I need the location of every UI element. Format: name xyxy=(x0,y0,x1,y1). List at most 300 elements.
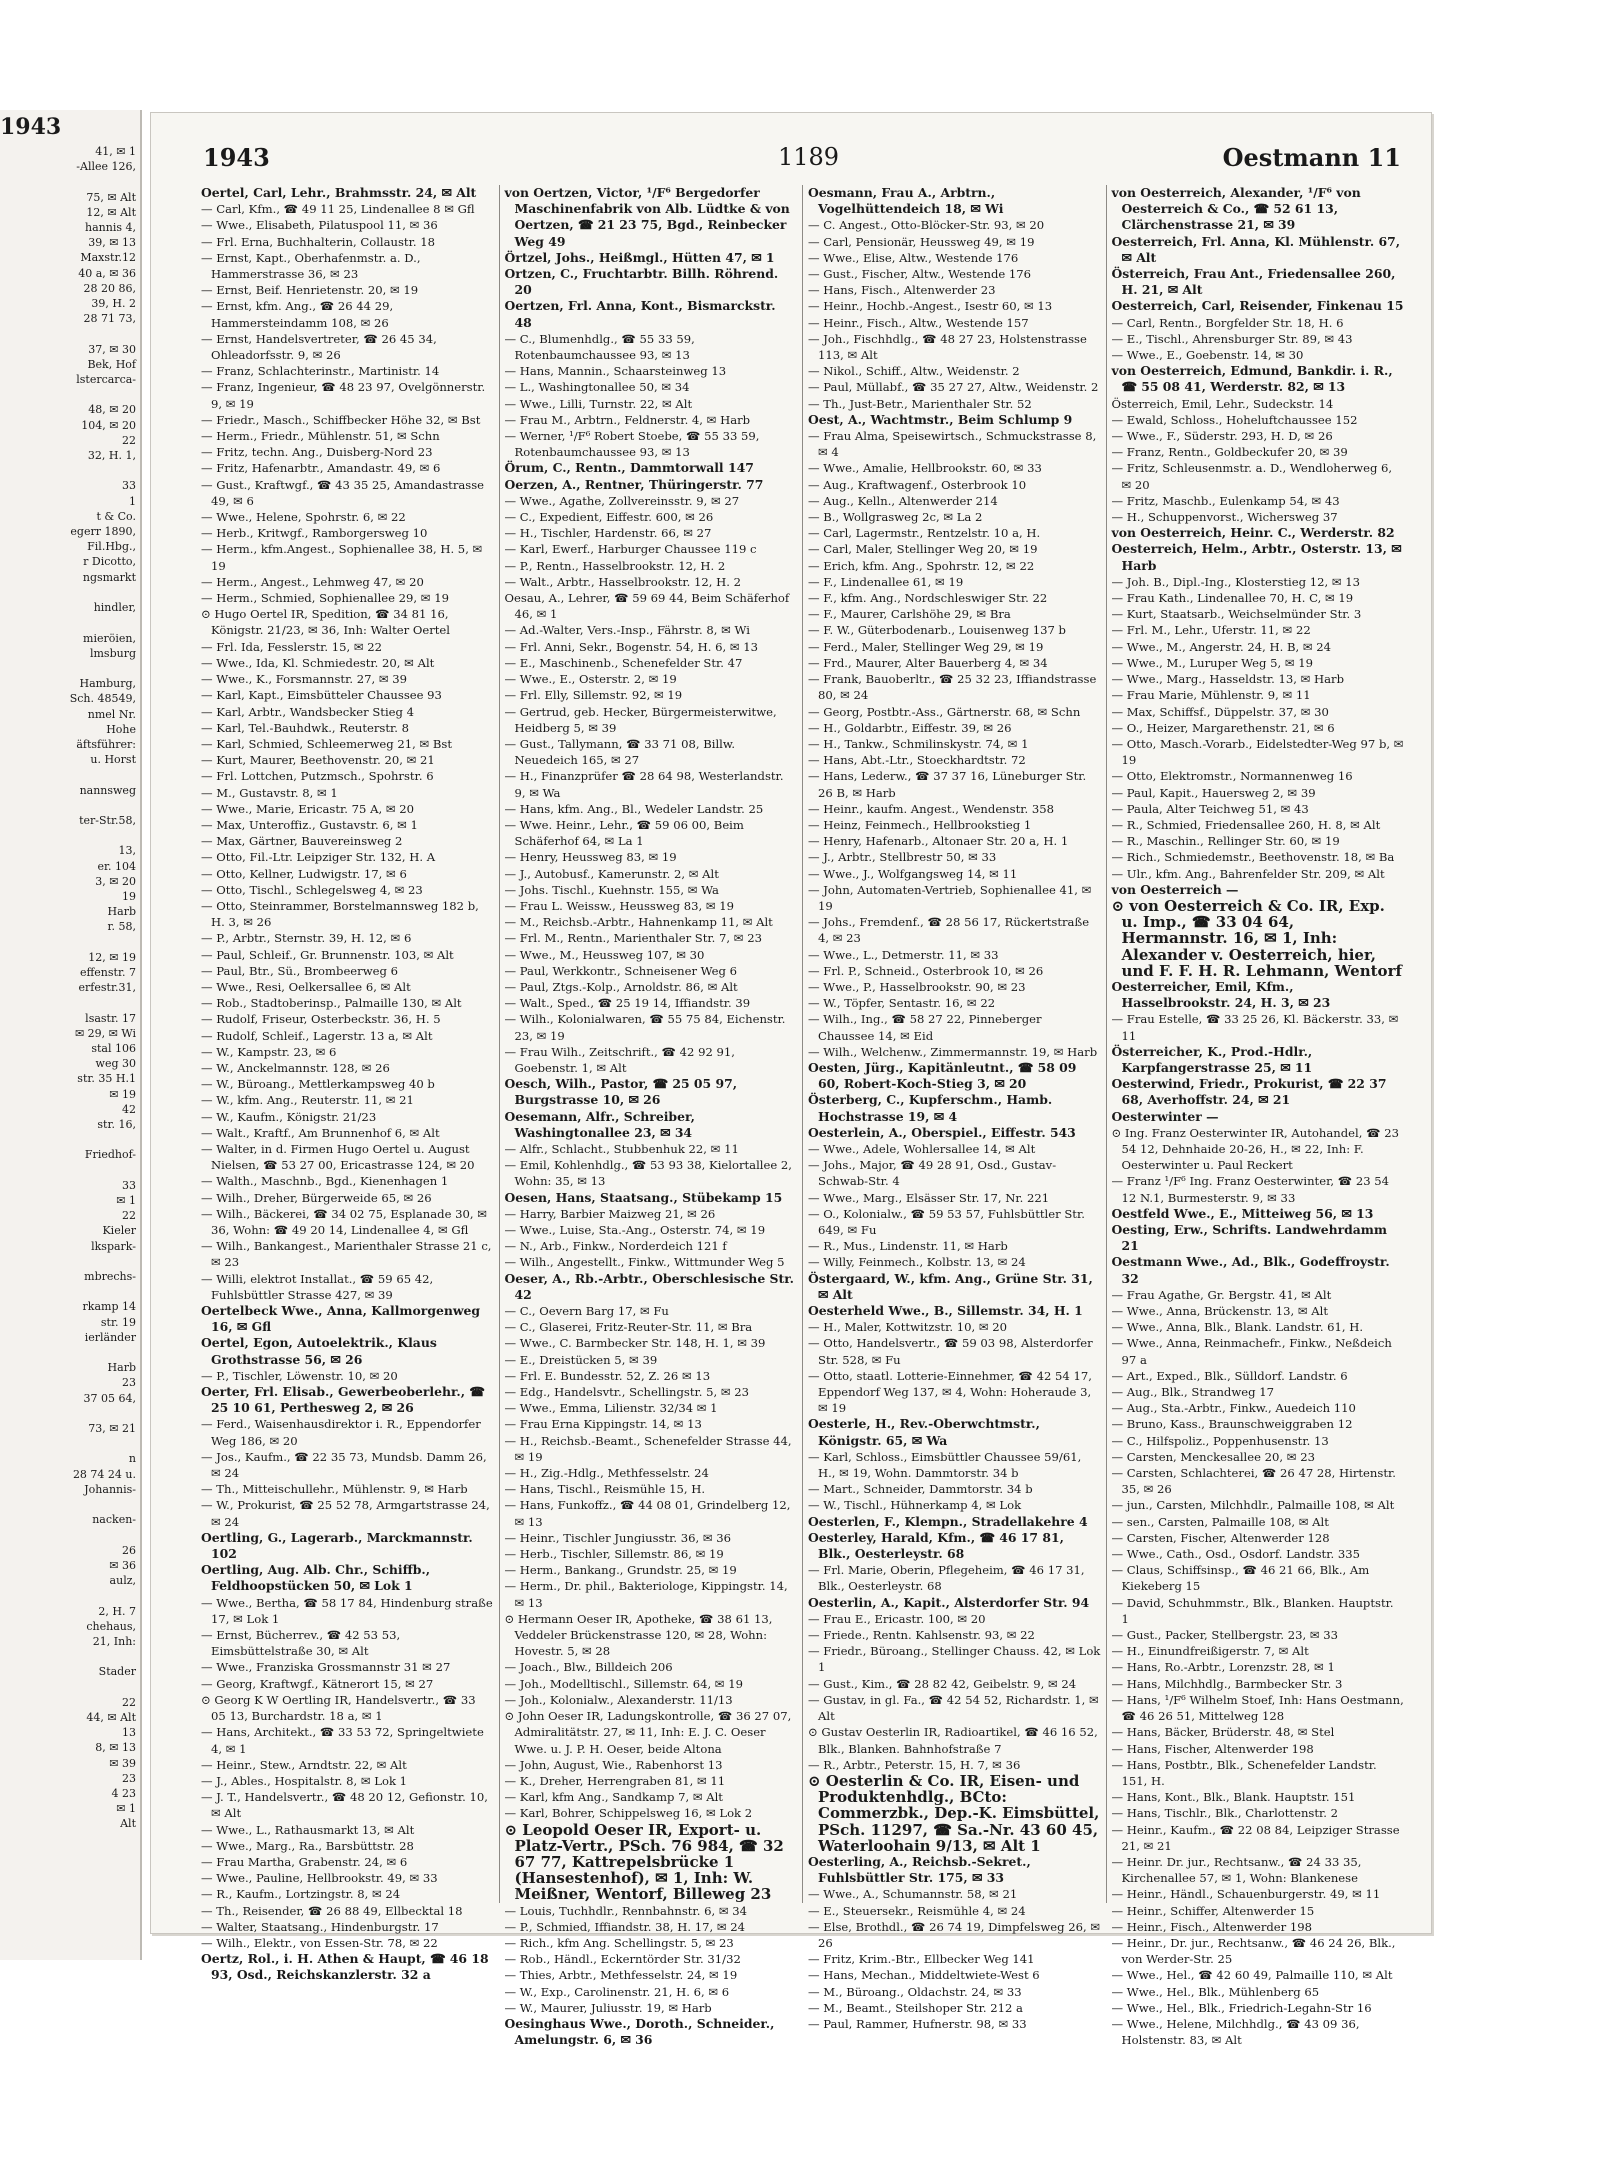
directory-entry: — R., Maschin., Rellinger Str. 60, ✉ 19 xyxy=(1111,834,1340,849)
directory-entry: — Gustav, in gl. Fa., ☎ 42 54 52, Richardstr. 1, ✉ Alt xyxy=(808,1692,1099,1724)
previous-page-line: 4 23 xyxy=(111,1786,136,1800)
directory-entry: — Gust., Packer, Stellbergstr. 23, ✉ 33 xyxy=(1111,1628,1339,1643)
directory-entry: Östergaard, W., kfm. Ang., Grüne Str. 31, ✉ Alt xyxy=(808,1270,1093,1302)
previous-page-line: 3, ✉ 20 xyxy=(95,874,136,888)
directory-entry: — Frl. P., Schneid., Osterbrook 10, ✉ 26 xyxy=(808,963,1044,978)
directory-entry: Oesch, Wilh., Pastor, ☎ 25 05 97, Burgstrasse 10, ✉ 26 xyxy=(504,1076,738,1108)
directory-entry: — Carl, Lagermstr., Rentzelstr. 10 a, H. xyxy=(808,526,1041,541)
directory-entry: — Jos., Kaufm., ☎ 22 35 73, Mundsb. Damm 26, ✉ 24 xyxy=(201,1449,487,1481)
directory-entry: — Heinr., Schiffer, Altenwerder 15 xyxy=(1111,1903,1315,1918)
directory-entry: — Louis, Tuchhdlr., Rennbahnstr. 6, ✉ 34 xyxy=(504,1903,747,1918)
directory-entry: — Carl, Pensionär, Heussweg 49, ✉ 19 xyxy=(808,234,1035,249)
directory-entry: — B., Wollgrasweg 2c, ✉ La 2 xyxy=(808,510,983,525)
directory-entry: — Frau E., Ericastr. 100, ✉ 20 xyxy=(808,1611,986,1626)
directory-entry: von Oesterreich — xyxy=(1111,881,1239,897)
directory-entry: — W., Prokurist, ☎ 25 52 78, Armgartstrasse 24, ✉ 24 xyxy=(201,1498,490,1529)
directory-entry: — Walt., Sped., ☎ 25 19 14, Iffiandstr. 39 xyxy=(504,996,751,1011)
directory-entry: — Paul, Btr., Sü., Brombeerweg 6 xyxy=(201,963,398,978)
directory-entry: Oertelbeck Wwe., Anna, Kallmorgenweg 16, ✉ Gfl xyxy=(201,1303,481,1335)
previous-page-line: 23 xyxy=(122,1771,136,1785)
directory-entry: Oesau, A., Lehrer, ☎ 59 69 44, Beim Schäferhof 46, ✉ 1 xyxy=(504,591,790,622)
directory-entry: — Wilh., Kolonialwaren, ☎ 55 75 84, Eichenstr. 23, ✉ 19 xyxy=(504,1012,786,1043)
directory-entry: — Rich., kfm Ang. Schellingstr. 5, ✉ 23 xyxy=(504,1935,734,1950)
directory-entry: — Franz, Ingenieur, ☎ 48 23 97, Ovelgönnerstr. 9, ✉ 19 xyxy=(201,380,486,411)
directory-entry: — Heinr., Händl., Schauenburgerstr. 49, ✉ 11 xyxy=(1111,1887,1381,1902)
directory-entry: — Hans, Fisch., Altenwerder 23 xyxy=(808,283,996,298)
directory-entry: Oerzen, A., Rentner, Thüringerstr. 77 xyxy=(504,476,764,492)
column-2 xyxy=(499,185,803,2048)
directory-entry: Örtzel, Johs., Heißmgl., Hütten 47, ✉ 1 xyxy=(504,249,775,265)
directory-entry: — Fritz, Schleusenmstr. a. D., Wendloherweg 6, ✉ 20 xyxy=(1111,461,1393,492)
directory-entry: — E., Steuersekr., Reismühle 4, ✉ 24 xyxy=(808,1903,1026,1918)
previous-page-line: 42 xyxy=(122,1102,136,1116)
directory-entry: — Georg, Kraftwgf., Kätnerort 15, ✉ 27 xyxy=(201,1676,434,1691)
directory-entry: — Gust., Kim., ☎ 28 82 42, Geibelstr. 9, ✉ 24 xyxy=(808,1676,1077,1691)
previous-page-line: str. 16, xyxy=(97,1118,136,1131)
directory-entry: — Aug., Blk., Strandweg 17 xyxy=(1111,1385,1274,1400)
previous-page-line: 13, xyxy=(118,844,136,858)
directory-entry: — Karl, Schloss., Eimsbüttler Chaussee 59/61, H., ✉ 19, Wohn. Dammtorstr. 34 b xyxy=(808,1449,1082,1481)
directory-entry: — Wwe., Adele, Wohlersallee 14, ✉ Alt xyxy=(808,1141,1036,1156)
previous-page-line: ✉ 39 xyxy=(109,1756,136,1770)
directory-entry: — Joach., Blw., Billdeich 206 xyxy=(504,1660,673,1675)
directory-entry: — L., Washingtonallee 50, ✉ 34 xyxy=(504,380,690,395)
directory-entry: — Emil, Kohlenhdlg., ☎ 53 93 38, Kielortallee 2, Wohn: 35, ✉ 13 xyxy=(504,1158,792,1189)
previous-page-line xyxy=(0,1163,140,1178)
directory-entry: — N., Arb., Finkw., Norderdeich 121 f xyxy=(504,1239,727,1254)
previous-page-line: weg 30 xyxy=(95,1057,136,1071)
directory-entry: — Wwe., Franziska Grossmannstr 31 ✉ 27 xyxy=(201,1660,451,1675)
directory-entry: — Else, Brothdl., ☎ 26 74 19, Dimpfelsweg 26, ✉ 26 xyxy=(808,1919,1101,1950)
previous-page-line xyxy=(0,1436,140,1451)
directory-entry: — H., Maler, Kottwitzstr. 10, ✉ 20 xyxy=(808,1320,1008,1335)
previous-page-line: Bek, Hof xyxy=(87,357,136,371)
directory-entry: Oesterreicher, Emil, Kfm., Hasselbrookstr. 24, H. 3, ✉ 23 xyxy=(1111,978,1331,1011)
directory-entry: — Frd., Maurer, Alter Bauerberg 4, ✉ 34 xyxy=(808,655,1048,670)
directory-entry: — Hans, Abt.-Ltr., Stoeckhardtstr. 72 xyxy=(808,753,1026,768)
directory-entry: — O., Kolonialw., ☎ 59 53 57, Fuhlsbüttler Str. 649, ✉ Fu xyxy=(808,1206,1085,1237)
previous-page-line: str. 35 H.1 xyxy=(77,1072,136,1086)
directory-entry: — W., Maurer, Juliusstr. 19, ✉ Harb xyxy=(504,2000,712,2015)
directory-entry: — Wwe., J., Wolfgangsweg 14, ✉ 11 xyxy=(808,866,1018,881)
directory-entry: — Harry, Barbier Maizweg 21, ✉ 26 xyxy=(504,1206,716,1221)
previous-page-line: Sch. 48549, xyxy=(69,692,136,706)
previous-page-line: hindler, xyxy=(93,601,136,615)
directory-entry: — E., Tischl., Ahrensburger Str. 89, ✉ 43 xyxy=(1111,331,1353,346)
directory-entry: — Herb., Tischler, Sillemstr. 86, ✉ 19 xyxy=(504,1547,724,1562)
directory-entry: Oest, A., Wachtmstr., Beim Schlump 9 xyxy=(808,411,1073,427)
directory-entry: — Wwe., Anna, Reinmachefr., Finkw., Neßdeich 97 a xyxy=(1111,1336,1392,1367)
directory-entry: von Oesterreich, Edmund, Bankdir. i. R., ☎ 55 08 41, Werderstr. 82, ✉ 13 xyxy=(1111,363,1393,395)
previous-page-line xyxy=(0,1345,140,1360)
directory-entry: — Wwe., Luise, Sta.-Ang., Osterstr. 74, ✉ 19 xyxy=(504,1223,766,1237)
directory-entry: — Frl. Erna, Buchhalterin, Collaustr. 18 xyxy=(201,234,435,249)
directory-entry: — Karl, Bohrer, Schippelsweg 16, ✉ Lok 2 xyxy=(504,1806,753,1821)
directory-entry: — sen., Carsten, Palmaille 108, ✉ Alt xyxy=(1111,1514,1329,1529)
directory-entry: — Ernst, kfm. Ang., ☎ 26 44 29, Hammersteindamm 108, ✉ 26 xyxy=(201,299,394,330)
directory-entry: — Hans, Tischlr., Blk., Charlottenstr. 2 xyxy=(1111,1806,1339,1821)
directory-entry: — P., Rentn., Hasselbrookstr. 12, H. 2 xyxy=(504,558,726,573)
directory-entry: — W., Kaufm., Königstr. 21/23 xyxy=(201,1109,377,1124)
directory-entry: Oeser, A., Rb.-Arbtr., Oberschlesische Str. 42 xyxy=(504,1270,794,1302)
directory-entry: — Frau Estelle, ☎ 33 25 26, Kl. Bäckerstr. 33, ✉ 11 xyxy=(1111,1012,1399,1043)
previous-page-line: rkamp 14 xyxy=(82,1300,136,1314)
directory-entry: — Paul, Ztgs.-Kolp., Arnoldstr. 86, ✉ Alt xyxy=(504,979,738,994)
directory-entry: — Wwe., Elise, Altw., Westende 176 xyxy=(808,250,1019,265)
directory-entry: — R., Mus., Lindenstr. 11, ✉ Harb xyxy=(808,1239,1008,1254)
previous-page-line: 40 a, ✉ 36 xyxy=(78,266,136,280)
previous-page-line: u. Horst xyxy=(90,753,136,767)
previous-page-line xyxy=(0,615,140,630)
directory-entry: Oertel, Carl, Lehr., Brahmsstr. 24, ✉ Alt xyxy=(201,185,477,200)
directory-entry: Oestmann Wwe., Ad., Blk., Godeffroystr. 32 xyxy=(1111,1254,1390,1286)
directory-entry: — Frau Agathe, Gr. Bergstr. 41, ✉ Alt xyxy=(1111,1287,1332,1302)
directory-entry: — Kurt, Staatsarb., Weichselmünder Str. 3 xyxy=(1111,607,1362,622)
directory-entry: — Henry, Heussweg 83, ✉ 19 xyxy=(504,850,677,865)
directory-entry: — Wwe., Hel., Blk., Mühlenberg 65 xyxy=(1111,1984,1320,1999)
directory-entry: Oesterwind, Friedr., Prokurist, ☎ 22 37 68, Averhoffstr. 24, ✉ 21 xyxy=(1111,1076,1387,1108)
previous-page-line xyxy=(0,1527,140,1542)
directory-entry: — Wwe., M., Angerstr. 24, H. B, ✉ 24 xyxy=(1111,639,1332,654)
directory-entry: — O., Heizer, Margarethenstr. 21, ✉ 6 xyxy=(1111,720,1335,735)
directory-entry: von Oesterreich, Alexander, ¹/F⁶ von Oesterreich & Co., ☎ 52 61 13, Clärchenstrasse 21, ✉ 39 xyxy=(1111,185,1361,233)
directory-entry: — R., Schmied, Friedensallee 260, H. 8, ✉ Alt xyxy=(1111,817,1381,832)
directory-entry: Oesinghaus Wwe., Doroth., Schneider., Amelungstr. 6, ✉ 36 xyxy=(504,2015,775,2048)
directory-entry: Oesterlein, A., Oberspiel., Eiffestr. 543 xyxy=(808,1124,1076,1140)
previous-page-line: 8, ✉ 13 xyxy=(95,1741,136,1755)
directory-entry: — H., Finanzprüfer ☎ 28 64 98, Westerlandstr. 9, ✉ Wa xyxy=(504,769,784,800)
directory-entry: ⊙ Ing. Franz Oesterwinter IR, Autohandel, ☎ 23 54 12, Dehnhaide 20-26, H., ✉ 22, Inh: F. Oesterwinter u. Paul Reckert xyxy=(1111,1125,1399,1173)
directory-entry: — Otto, Tischl., Schlegelsweg 4, ✉ 23 xyxy=(201,882,423,897)
directory-entry: — C., Expedient, Eiffestr. 600, ✉ 26 xyxy=(504,510,714,525)
directory-entry: — Joh. B., Dipl.-Ing., Klosterstieg 12, ✉ 13 xyxy=(1111,574,1361,589)
directory-entry: Oesen, Hans, Staatsang., Stübekamp 15 xyxy=(504,1189,783,1205)
directory-entry: — Aug., Kelln., Altenwerder 214 xyxy=(808,493,998,508)
directory-entry: — Mart., Schneider, Dammtorstr. 34 b xyxy=(808,1482,1033,1497)
previous-page-line: ✉ 1 xyxy=(116,1802,136,1816)
directory-entry: — David, Schuhmmstr., Blk., Blanken. Hauptstr. 1 xyxy=(1111,1595,1394,1626)
directory-entry: — Wwe., Ida, Kl. Schmiedestr. 20, ✉ Alt xyxy=(201,655,435,670)
page-header xyxy=(203,143,1401,173)
previous-page-line: Stader xyxy=(98,1665,136,1679)
directory-entry: Örum, C., Rentn., Dammtorwall 147 xyxy=(504,460,754,476)
directory-entry: — Hans, Ro.-Arbtr., Lorenzstr. 28, ✉ 1 xyxy=(1111,1660,1335,1675)
directory-entry: — Ernst, Kapt., Oberhafenmstr. a. D., Hammerstrasse 36, ✉ 23 xyxy=(201,250,421,282)
previous-page-line xyxy=(0,828,140,843)
directory-entry: — Aug., Kraftwagenf., Osterbrook 10 xyxy=(808,477,1027,492)
previous-page-line: 73, ✉ 21 xyxy=(88,1422,136,1436)
directory-entry: — Wwe., P., Hasselbrookstr. 90, ✉ 23 xyxy=(808,979,1026,994)
previous-page-line xyxy=(0,1497,140,1512)
directory-entry: — Frau Alma, Speisewirtsch., Schmuckstrasse 8, ✉ 4 xyxy=(808,429,1097,460)
directory-entry: — Herm., Bankang., Grundstr. 25, ✉ 19 xyxy=(504,1563,737,1578)
directory-entry: — H., Reichsb.-Beamt., Schenefelder Strasse 44, ✉ 19 xyxy=(504,1433,792,1464)
directory-entry: — W., Anckelmannstr. 128, ✉ 26 xyxy=(201,1060,390,1075)
directory-entry: — Frau M., Arbtrn., Feldnerstr. 4, ✉ Harb xyxy=(504,412,751,427)
previous-page-line: lsastr. 17 xyxy=(85,1011,136,1025)
directory-entry: Österberg, C., Kupferschm., Hamb. Hochstrasse 19, ✉ 4 xyxy=(808,1092,1053,1124)
directory-entry: Oertel, Egon, Autoelektrik., Klaus Grothstrasse 56, ✉ 26 xyxy=(201,1335,437,1367)
directory-entry: Österreich, Emil, Lehr., Sudeckstr. 14 xyxy=(1111,396,1334,411)
directory-entry: — Hans, Tischl., Reismühle 15, H. xyxy=(504,1482,706,1497)
directory-entry: — Paula, Alter Teichweg 51, ✉ 43 xyxy=(1111,801,1309,816)
directory-entry: ⊙ John Oeser IR, Ladungskontrolle, ☎ 36 27 07, Admiralitätstr. 27, ✉ 11, Inh: E. J. C. Oeser Wwe. u. J. P. H. Oeser, beide Altona xyxy=(504,1709,792,1756)
previous-page-lines xyxy=(0,144,140,1832)
previous-page-line: 33 xyxy=(122,1178,136,1192)
previous-page-line: lkspark- xyxy=(91,1239,136,1253)
directory-entry: — E., Maschinenb., Schenefelder Str. 47 xyxy=(504,655,743,670)
directory-entry: — Gertrud, geb. Hecker, Bürgermeisterwitwe, Heidberg 5, ✉ 39 xyxy=(504,704,777,735)
directory-entry: ⊙ Gustav Oesterlin IR, Radioartikel, ☎ 46 16 52, Blk., Blanken. Bahnhofstraße 7 xyxy=(808,1725,1098,1756)
directory-entry: — Paul, Müllabf., ☎ 35 27 27, Altw., Weidenstr. 2 xyxy=(808,380,1099,395)
directory-entry: — Otto, Handelsvertr., ☎ 59 03 98, Alsterdorfer Str. 528, ✉ Fu xyxy=(808,1336,1093,1367)
previous-page-line: Friedhof- xyxy=(84,1148,136,1162)
directory-entry: ⊙ Hermann Oeser IR, Apotheke, ☎ 38 61 13, Veddeler Brückenstrasse 120, ✉ 28, Wohn: Hovestr. 5, ✉ 28 xyxy=(504,1611,773,1659)
directory-entry: — Karl, Schmied, Schleemerweg 21, ✉ Bst xyxy=(201,736,453,751)
directory-entry: — Frl. Anni, Sekr., Bogenstr. 54, H. 6, ✉ 13 xyxy=(504,639,758,654)
directory-entry: — Paul, Kapit., Hauersweg 2, ✉ 39 xyxy=(1111,785,1316,800)
directory-entry: Oertling, Aug. Alb. Chr., Schiffb., Feldhoopstücken 50, ✉ Lok 1 xyxy=(201,1562,431,1594)
directory-entry: — Heinr., Kaufm., ☎ 22 08 84, Leipziger Strasse 21, ✉ 21 xyxy=(1111,1822,1400,1853)
previous-page-line: 39, ✉ 13 xyxy=(88,236,136,250)
directory-entry: Oesterreich, Frl. Anna, Kl. Mühlenstr. 67, ✉ Alt xyxy=(1111,233,1401,265)
directory-entry: Oertzen, Frl. Anna, Kont., Bismarckstr. 48 xyxy=(504,298,776,330)
directory-entry: — F., Maurer, Carlshöhe 29, ✉ Bra xyxy=(808,607,1011,622)
column-4 xyxy=(1106,185,1410,2048)
previous-page-line: ✉ 19 xyxy=(109,1087,136,1101)
directory-entry: — W., kfm. Ang., Reuterstr. 11, ✉ 21 xyxy=(201,1093,414,1108)
previous-page-line: 44, ✉ Alt xyxy=(86,1710,136,1724)
directory-entry: — Friede., Rentn. Kahlsenstr. 93, ✉ 22 xyxy=(808,1628,1035,1643)
column-1 xyxy=(201,185,499,1983)
directory-entry: — C., Glaserei, Fritz-Reuter-Str. 11, ✉ Bra xyxy=(504,1320,753,1335)
previous-page-line: 28 71 73, xyxy=(83,312,136,326)
directory-entry: — P., Arbtr., Sternstr. 39, H. 12, ✉ 6 xyxy=(201,931,412,946)
directory-entry: — J., Autobusf., Kamerunstr. 2, ✉ Alt xyxy=(504,866,719,881)
directory-entry: — Hans, Funkoffz., ☎ 44 08 01, Grindelberg 12, ✉ 13 xyxy=(504,1498,791,1529)
previous-page-line: 23 xyxy=(122,1376,136,1390)
directory-entry: — Frau Martha, Grabenstr. 24, ✉ 6 xyxy=(201,1854,408,1869)
directory-entry: — H., Goldarbtr., Eiffestr. 39, ✉ 26 xyxy=(808,720,1012,735)
directory-entry: — Karl, Tel.-Bauhdwk., Reuterstr. 8 xyxy=(201,720,410,735)
previous-page-line: Harb xyxy=(107,905,136,919)
directory-entry: — Fritz, techn. Ang., Duisberg-Nord 23 xyxy=(201,445,433,460)
previous-page-line xyxy=(0,585,140,600)
directory-entry: — Wwe., Marie, Ericastr. 75 A, ✉ 20 xyxy=(201,801,415,816)
previous-page-line: Johannis- xyxy=(84,1482,136,1496)
previous-page-line: lstercarca- xyxy=(76,373,136,387)
directory-entry: — Paul, Rammer, Hufnerstr. 98, ✉ 33 xyxy=(808,2016,1027,2031)
previous-page-line: nacken- xyxy=(92,1513,136,1527)
directory-entry: — Gust., Tallymann, ☎ 33 71 08, Billw. Neuedeich 165, ✉ 27 xyxy=(504,736,736,768)
previous-page-line: ✉ 1 xyxy=(116,1194,136,1208)
directory-entry: — C., Oevern Barg 17, ✉ Fu xyxy=(504,1304,669,1319)
directory-entry: — Johs., Major, ☎ 49 28 91, Osd., Gustav-Schwab-Str. 4 xyxy=(808,1158,1057,1189)
directory-entry: Oesterreich, Helm., Arbtr., Osterstr. 13, ✉ Harb xyxy=(1111,541,1402,573)
previous-page-line: 1 xyxy=(129,494,136,508)
directory-entry: — Wwe., Hel., ☎ 42 60 49, Palmaille 110, ✉ Alt xyxy=(1111,1968,1393,1983)
directory-entry: — Wwe., Helene, Spohrstr. 6, ✉ 22 xyxy=(201,510,406,525)
directory-entry: — H., Tischler, Hardenstr. 66, ✉ 27 xyxy=(504,526,712,541)
directory-entry: — Heinr., Stew., Arndtstr. 22, ✉ Alt xyxy=(201,1757,407,1772)
previous-page-line xyxy=(0,174,140,189)
directory-entry: — Th., Reisender, ☎ 26 88 49, Ellbecktal 18 xyxy=(201,1903,463,1918)
directory-entry: — Wwe., Marg., Elsässer Str. 17, Nr. 221 xyxy=(808,1190,1050,1205)
directory-entry: — Franz, Schlachterinstr., Martinistr. 14 xyxy=(201,364,440,379)
directory-entry: — Heinr., kaufm. Angest., Wendenstr. 358 xyxy=(808,801,1055,816)
directory-entry: — Max, Unteroffiz., Gustavstr. 6, ✉ 1 xyxy=(201,817,418,832)
previous-page-line xyxy=(0,1284,140,1299)
previous-page-header: 1943 xyxy=(0,114,62,140)
directory-entry: — M., Reichsb.-Arbtr., Hahnenkamp 11, ✉ Alt xyxy=(504,915,773,930)
directory-entry: — Herm., Schmied, Sophienallee 29, ✉ 19 xyxy=(201,591,449,606)
header-page-number: 1189 xyxy=(778,143,840,171)
directory-entry: — Max, Schiffsf., Düppelstr. 37, ✉ 30 xyxy=(1111,704,1329,719)
directory-entry: — Wwe., Hel., Blk., Friedrich-Legahn-Str 16 xyxy=(1111,2000,1372,2015)
directory-entry: — Hans, Fischer, Altenwerder 198 xyxy=(1111,1741,1314,1756)
directory-entry: — Joh., Kolonialw., Alexanderstr. 11/13 xyxy=(504,1692,733,1707)
previous-page-line: 22 xyxy=(122,1695,136,1709)
directory-entry: — Fritz, Maschb., Eulenkamp 54, ✉ 43 xyxy=(1111,493,1340,508)
directory-entry: — Hans, Milchhdlg., Barmbecker Str. 3 xyxy=(1111,1676,1343,1691)
previous-page-line: lmsburg xyxy=(89,646,136,660)
directory-entry: — C., Blumenhdlg., ☎ 55 33 59, Rotenbaumchaussee 93, ✉ 13 xyxy=(504,331,695,363)
directory-entry: — Hans, Lederw., ☎ 37 37 16, Lüneburger Str. 26 B, ✉ Harb xyxy=(808,769,1087,800)
directory-entry: — Fritz, Krim.-Btr., Ellbecker Weg 141 xyxy=(808,1952,1035,1967)
directory-entry: Oesemann, Alfr., Schreiber, Washingtonallee 23, ✉ 34 xyxy=(504,1108,695,1140)
directory-entry: — Gust., Kraftwgf., ☎ 43 35 25, Amandastrasse 49, ✉ 6 xyxy=(201,477,485,508)
directory-entry: — Paul, Schleif., Gr. Brunnenstr. 103, ✉ Alt xyxy=(201,947,454,962)
previous-page-line: 12, ✉ Alt xyxy=(86,205,136,219)
directory-entry: — Wwe., L., Detmerstr. 11, ✉ 33 xyxy=(808,947,999,962)
directory-entry: — Walth., Maschnb., Bgd., Kienenhagen 1 xyxy=(201,1174,449,1189)
directory-entry: — Joh., Fischhdlg., ☎ 48 27 23, Holstenstrasse 113, ✉ Alt xyxy=(808,331,1087,363)
directory-entry: — F. W., Güterbodenarb., Louisenweg 137 b xyxy=(808,623,1066,638)
directory-entry: — Otto, Steinrammer, Borstelmannsweg 182 b, H. 3, ✉ 26 xyxy=(201,898,479,930)
directory-entry: Oesting, Erw., Schrifts. Landwehrdamm 21 xyxy=(1111,1222,1388,1254)
directory-entry: — Hans, kfm. Ang., Bl., Wedeler Landstr. 25 xyxy=(504,801,764,816)
directory-entry: — H., Zig.-Hdlg., Methfesselstr. 24 xyxy=(504,1466,709,1481)
directory-entry: — W., Exp., Carolinenstr. 21, H. 6, ✉ 6 xyxy=(504,1984,730,1999)
directory-entry: — Joh., Modelltischl., Sillemstr. 64, ✉ 19 xyxy=(504,1676,743,1691)
previous-page-line: äftsführer: xyxy=(76,737,136,751)
previous-page-line: 75, ✉ Alt xyxy=(86,190,136,204)
directory-entry: — Carsten, Menckesallee 20, ✉ 23 xyxy=(1111,1449,1315,1464)
previous-page-line: 39, H. 2 xyxy=(91,297,136,311)
previous-page-line: t & Co. xyxy=(96,509,136,523)
directory-entry: — Otto, Fil.-Ltr. Leipziger Str. 132, H. A xyxy=(201,850,436,865)
directory-entry: — Hans, Postbtr., Blk., Schenefelder Landstr. 151, H. xyxy=(1111,1757,1377,1788)
directory-entry: ⊙ Oesterlin & Co. IR, Eisen- und Produktenhdlg., BCto: Commerzbk., Dep.-K. Eimsbüttel, PSch. 11297, ☎ Sa.-Nr. 43 60 45, Waterloohain 9/13, ✉ Alt 1 xyxy=(808,1771,1100,1855)
directory-entry: — Carl, Maler, Stellinger Weg 20, ✉ 19 xyxy=(808,542,1038,557)
directory-entry: — Friedr., Büroang., Stellinger Chauss. 42, ✉ Lok 1 xyxy=(808,1644,1101,1675)
previous-page-line: 33 xyxy=(122,479,136,493)
previous-page-line: ✉ 29, ✉ Wi xyxy=(74,1026,136,1040)
previous-page-line xyxy=(0,995,140,1010)
directory-entry: — Rudolf, Friseur, Osterbeckstr. 36, H. 5 xyxy=(201,1012,441,1027)
directory-entry: — Wilh., Welchenw., Zimmermannstr. 19, ✉ Harb xyxy=(808,1044,1098,1059)
directory-entry: — Ewald, Schloss., Hoheluftchaussee 152 xyxy=(1111,412,1358,427)
directory-entry: — F., kfm. Ang., Nordschleswiger Str. 22 xyxy=(808,591,1048,606)
directory-entry: — Ernst, Handelsvertreter, ☎ 26 45 34, Ohleadorfsstr. 9, ✉ 26 xyxy=(201,331,437,363)
directory-entry: — Karl, Ewerf., Harburger Chaussee 119 c xyxy=(504,542,757,557)
directory-entry: Oesterwinter — xyxy=(1111,1108,1219,1124)
directory-entry: — Wwe., Bertha, ☎ 58 17 84, Hindenburg straße 17, ✉ Lok 1 xyxy=(201,1595,493,1626)
directory-entry: Oesterlen, F., Klempn., Stradellakehre 4 xyxy=(808,1513,1088,1529)
previous-page-line: 37 05 64, xyxy=(83,1391,136,1405)
directory-entry: — Bruno, Kass., Braunschweiggraben 12 xyxy=(1111,1417,1353,1432)
directory-entry: — Heinr., Fisch., Altenwerder 198 xyxy=(1111,1919,1313,1934)
directory-entry: — Otto, Kellner, Ludwigstr. 17, ✉ 6 xyxy=(201,866,407,881)
directory-entry: Oertling, G., Lagerarb., Marckmannstr. 102 xyxy=(201,1529,473,1562)
directory-entry: — John, August, Wie., Rabenhorst 13 xyxy=(504,1757,723,1772)
directory-entry: — Willi, elektrot Installat., ☎ 59 65 42, Fuhlsbüttler Strasse 427, ✉ 39 xyxy=(201,1271,434,1302)
previous-page-line: -Allee 126, xyxy=(76,160,136,174)
directory-entry: — Wwe., M., Luruper Weg 5, ✉ 19 xyxy=(1111,655,1313,670)
directory-entry: — Henry, Hafenarb., Altonaer Str. 20 a, H. 1 xyxy=(808,834,1069,849)
directory-entry: — C., Hilfspoliz., Poppenhusenstr. 13 xyxy=(1111,1433,1329,1448)
directory-entry: — Ferd., Waisenhausdirektor i. R., Eppendorfer Weg 186, ✉ 20 xyxy=(201,1417,481,1448)
directory-entry: Österreich, Frau Ant., Friedensallee 260, H. 21, ✉ Alt xyxy=(1111,266,1396,298)
previous-page-line xyxy=(0,1680,140,1695)
directory-entry: — Frl. M., Lehr., Uferstr. 11, ✉ 22 xyxy=(1111,623,1311,638)
directory-entry: — Karl, Kapt., Eimsbütteler Chaussee 93 xyxy=(201,688,442,703)
previous-page-line: r Dicotto, xyxy=(83,555,136,569)
directory-entry: Oestfeld Wwe., E., Mitteiweg 56, ✉ 13 xyxy=(1111,1205,1374,1221)
directory-entry: — Ernst, Bücherrev., ☎ 42 53 53, Eimsbüttelstraße 30, ✉ Alt xyxy=(201,1628,401,1659)
directory-entry: — M., Büroang., Oldachstr. 24, ✉ 33 xyxy=(808,1984,1022,1999)
directory-entry: — Wwe., Marg., Ra., Barsbüttstr. 28 xyxy=(201,1838,414,1853)
directory-entry: — W., Töpfer, Sentastr. 16, ✉ 22 xyxy=(808,996,996,1011)
directory-entry: — Rob., Stadtoberinsp., Palmaille 130, ✉ Alt xyxy=(201,996,462,1011)
directory-entry: — M., Gustavstr. 8, ✉ 1 xyxy=(201,785,338,800)
directory-entry: — jun., Carsten, Milchhdlr., Palmaille 108, ✉ Alt xyxy=(1111,1498,1395,1513)
previous-page-line: nannsweg xyxy=(79,783,136,797)
directory-entry: — Wwe., F., Süderstr. 293, H. D, ✉ 26 xyxy=(1111,429,1333,444)
directory-entry: — Wwe., Emma, Lilienstr. 32/34 ✉ 1 xyxy=(504,1401,718,1416)
directory-page xyxy=(150,112,1432,2048)
previous-page-line: mieröien, xyxy=(83,631,136,645)
directory-entry: — Wwe., E., Osterstr. 2, ✉ 19 xyxy=(504,672,677,687)
previous-page-line xyxy=(0,661,140,676)
directory-entry: — Wilh., Elektr., von Essen-Str. 78, ✉ 22 xyxy=(201,1935,438,1950)
previous-page-line: Maxstr.12 xyxy=(80,251,136,265)
directory-entry: — Wwe., Lilli, Turnstr. 22, ✉ Alt xyxy=(504,396,693,411)
directory-entry: — Hans, Architekt., ☎ 33 53 72, Springeltwiete 4, ✉ 1 xyxy=(201,1725,484,1756)
directory-entry: — Herm., Angest., Lehmweg 47, ✉ 20 xyxy=(201,574,424,589)
directory-entry: — Rudolf, Schleif., Lagerstr. 13 a, ✉ Alt xyxy=(201,1028,433,1043)
previous-page-line: Fil.Hbg., xyxy=(87,540,136,554)
previous-page-line: 41, ✉ 1 xyxy=(95,145,136,158)
directory-entry: — Wwe., M., Heussweg 107, ✉ 30 xyxy=(504,947,705,962)
previous-page-line: n xyxy=(128,1452,136,1466)
directory-entry: — Herm., Friedr., Mühlenstr. 51, ✉ Schn xyxy=(201,429,440,444)
directory-entry: — Wwe., Elisabeth, Pilatuspool 11, ✉ 36 xyxy=(201,218,438,233)
directory-entry: — Carl, Rentn., Borgfelder Str. 18, H. 6 xyxy=(1111,315,1344,330)
directory-entry: ⊙ Georg K W Oertling IR, Handelsvertr., ☎ 33 05 13, Burchardstr. 18 a, ✉ 1 xyxy=(201,1692,476,1724)
previous-page-line: hannis 4, xyxy=(85,221,136,235)
directory-entry: — Frl. M., Rentn., Marienthaler Str. 7, ✉ 23 xyxy=(504,931,762,946)
previous-page-line: ierländer xyxy=(84,1330,136,1344)
previous-page-line: egerr 1890, xyxy=(70,525,136,539)
directory-entry: — Edg., Handelsvtr., Schellingstr. 5, ✉ 23 xyxy=(504,1385,750,1400)
directory-entry: — J. T., Handelsvertr., ☎ 48 20 12, Gefionstr. 10, ✉ Alt xyxy=(201,1790,488,1821)
directory-entry: — Aug., Sta.-Arbtr., Finkw., Auedeich 110 xyxy=(1111,1401,1356,1416)
previous-page-line: ngsmarkt xyxy=(82,570,136,584)
directory-entry: — P., Tischler, Löwenstr. 10, ✉ 20 xyxy=(201,1368,398,1383)
directory-entry: — Wwe. Heinr., Lehr., ☎ 59 06 00, Beim Schäferhof 64, ✉ La 1 xyxy=(504,817,744,849)
previous-page-line: r. 58, xyxy=(107,920,136,934)
